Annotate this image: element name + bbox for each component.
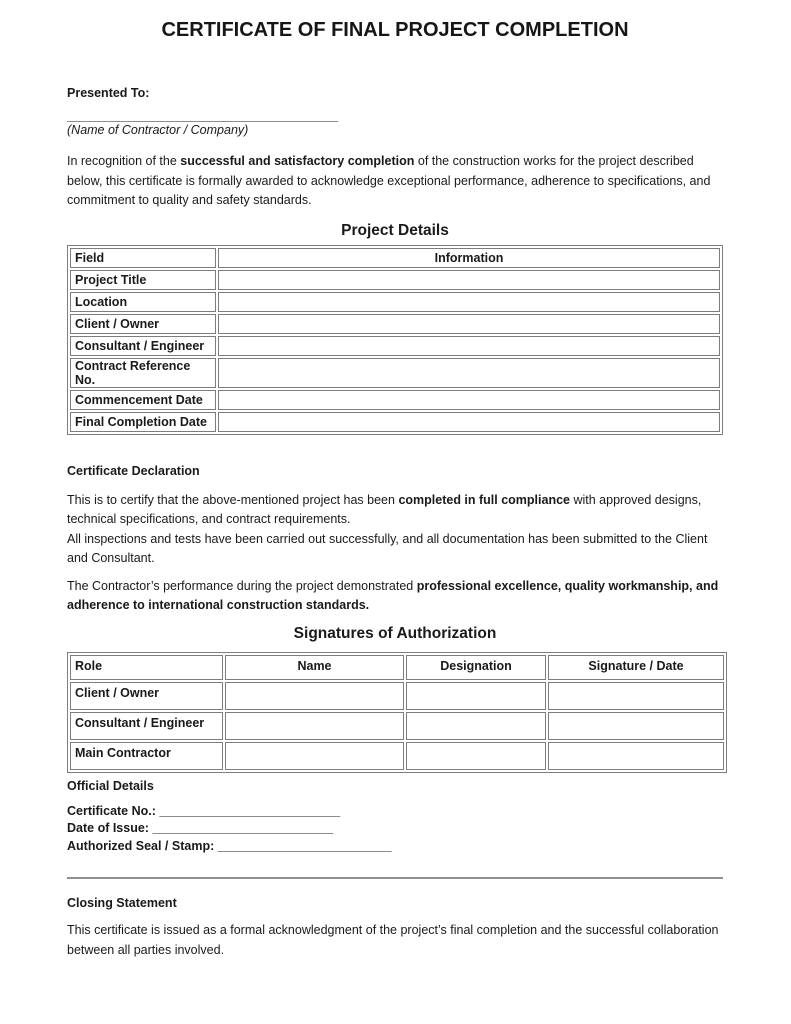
table-row: [70, 712, 724, 740]
date-of-issue-blank: __________________________: [152, 821, 334, 835]
signature-cell-signature-date: [548, 742, 724, 770]
declaration-text-post: with approved designs, technical specifications, and contract requirements.: [67, 492, 702, 526]
info-cell-consultant-engineer: [218, 336, 720, 356]
contractor-name-blank-line: _______________________________________: [67, 109, 339, 123]
row-label-commencement-date: Commencement Date: [70, 390, 216, 410]
intro-text-bold: successful and satisfactory completion: [180, 154, 415, 168]
info-cell-final-completion-date: [218, 412, 720, 432]
presented-to-label: Presented To:: [67, 86, 150, 100]
signature-cell-name: [225, 682, 404, 710]
row-label-consultant-engineer: Consultant / Engineer: [70, 712, 223, 740]
table-row: [70, 390, 720, 410]
contractor-name-hint: (Name of Contractor / Company): [67, 123, 249, 137]
project-details-table: [67, 245, 723, 435]
table-row: [70, 292, 720, 312]
info-cell-project-title: [218, 270, 720, 290]
row-label-project-title: Project Title: [70, 270, 216, 290]
info-cell-location: [218, 292, 720, 312]
date-of-issue-line: [67, 820, 723, 838]
row-label-final-completion-date: Final Completion Date: [70, 412, 216, 432]
table-row: [70, 412, 720, 432]
signature-cell-name: [225, 712, 404, 740]
signature-cell-signature-date: [548, 712, 724, 740]
row-label-main-contractor: Main Contractor: [70, 742, 223, 770]
table-header-row: [70, 655, 724, 680]
field-column-header: Field: [70, 248, 216, 268]
closing-statement-paragraph: This certificate is issued as a formal acknowledgment of the project’s final completion and the successful collaboration between all parties involved.: [67, 923, 719, 957]
intro-text-post: of the construction works for the project described below, this certificate is formally awarded to acknowledge exceptional performance, adherence to specifications, and commitment to quality and safety standards.: [67, 154, 711, 207]
info-cell-client-owner: [218, 314, 720, 334]
authorized-seal-stamp-label: Authorized Seal / Stamp:: [67, 838, 218, 853]
signatures-heading: Signatures of Authorization: [293, 624, 497, 642]
signature-cell-designation: [406, 712, 546, 740]
row-label-client-owner: Client / Owner: [70, 682, 223, 710]
table-row: [70, 336, 720, 356]
declaration-text-bold: completed in full compliance: [398, 492, 570, 507]
row-label-contract-reference-no: Contract Reference No.: [70, 358, 216, 388]
designation-column-header: Designation: [406, 655, 546, 680]
signature-cell-name: [225, 742, 404, 770]
authorized-seal-stamp-blank: _________________________: [217, 838, 392, 853]
certificate-no-line: [67, 803, 723, 821]
signature-cell-signature-date: [548, 682, 724, 710]
table-row: [70, 314, 720, 334]
declaration-line-1: [67, 493, 701, 527]
declaration-text-pre: This is to certify that the above-mentioned project has been: [67, 492, 399, 507]
closing-statement-heading: Closing Statement: [67, 896, 177, 910]
row-label-consultant-engineer: Consultant / Engineer: [70, 336, 216, 356]
date-of-issue-label: Date of Issue:: [67, 821, 153, 835]
declaration-2-text-pre: The Contractor’s performance during the project demonstrated: [67, 578, 417, 593]
table-row: [70, 742, 724, 770]
table-row: [70, 270, 720, 290]
intro-paragraph: [67, 152, 723, 211]
declaration-2-text-bold: professional excellence, quality workmanship, and adherence to international construction standards.: [67, 578, 719, 612]
table-row: [70, 358, 720, 388]
authorized-seal-stamp-line: [67, 838, 723, 856]
official-details-heading: Official Details: [67, 778, 154, 793]
page-title: CERTIFICATE OF FINAL PROJECT COMPLETION: [161, 19, 629, 41]
table-row: [70, 682, 724, 710]
intro-text-pre: In recognition of the: [67, 154, 181, 168]
certificate-declaration-heading: Certificate Declaration: [67, 463, 200, 478]
section-divider: [67, 877, 723, 879]
table-header-row: [70, 248, 720, 268]
name-column-header: Name: [225, 655, 404, 680]
project-details-heading: Project Details: [341, 221, 449, 239]
certificate-no-blank: __________________________: [159, 803, 341, 818]
signature-date-column-header: Signature / Date: [548, 655, 724, 680]
declaration-paragraph-1: [67, 491, 723, 569]
signature-cell-designation: [406, 742, 546, 770]
declaration-paragraph-2: [67, 577, 723, 616]
signature-cell-designation: [406, 682, 546, 710]
signatures-table: [67, 652, 727, 773]
declaration-line-2: All inspections and tests have been carried out successfully, and all documentation has been submitted to the Client and Consultant.: [67, 531, 708, 565]
info-cell-contract-reference-no: [218, 358, 720, 388]
certificate-no-label: Certificate No.:: [67, 803, 160, 818]
official-details-lines: [67, 803, 723, 856]
row-label-location: Location: [70, 292, 216, 312]
information-column-header: Information: [218, 248, 720, 268]
role-column-header: Role: [70, 655, 223, 680]
info-cell-commencement-date: [218, 390, 720, 410]
row-label-client-owner: Client / Owner: [70, 314, 216, 334]
